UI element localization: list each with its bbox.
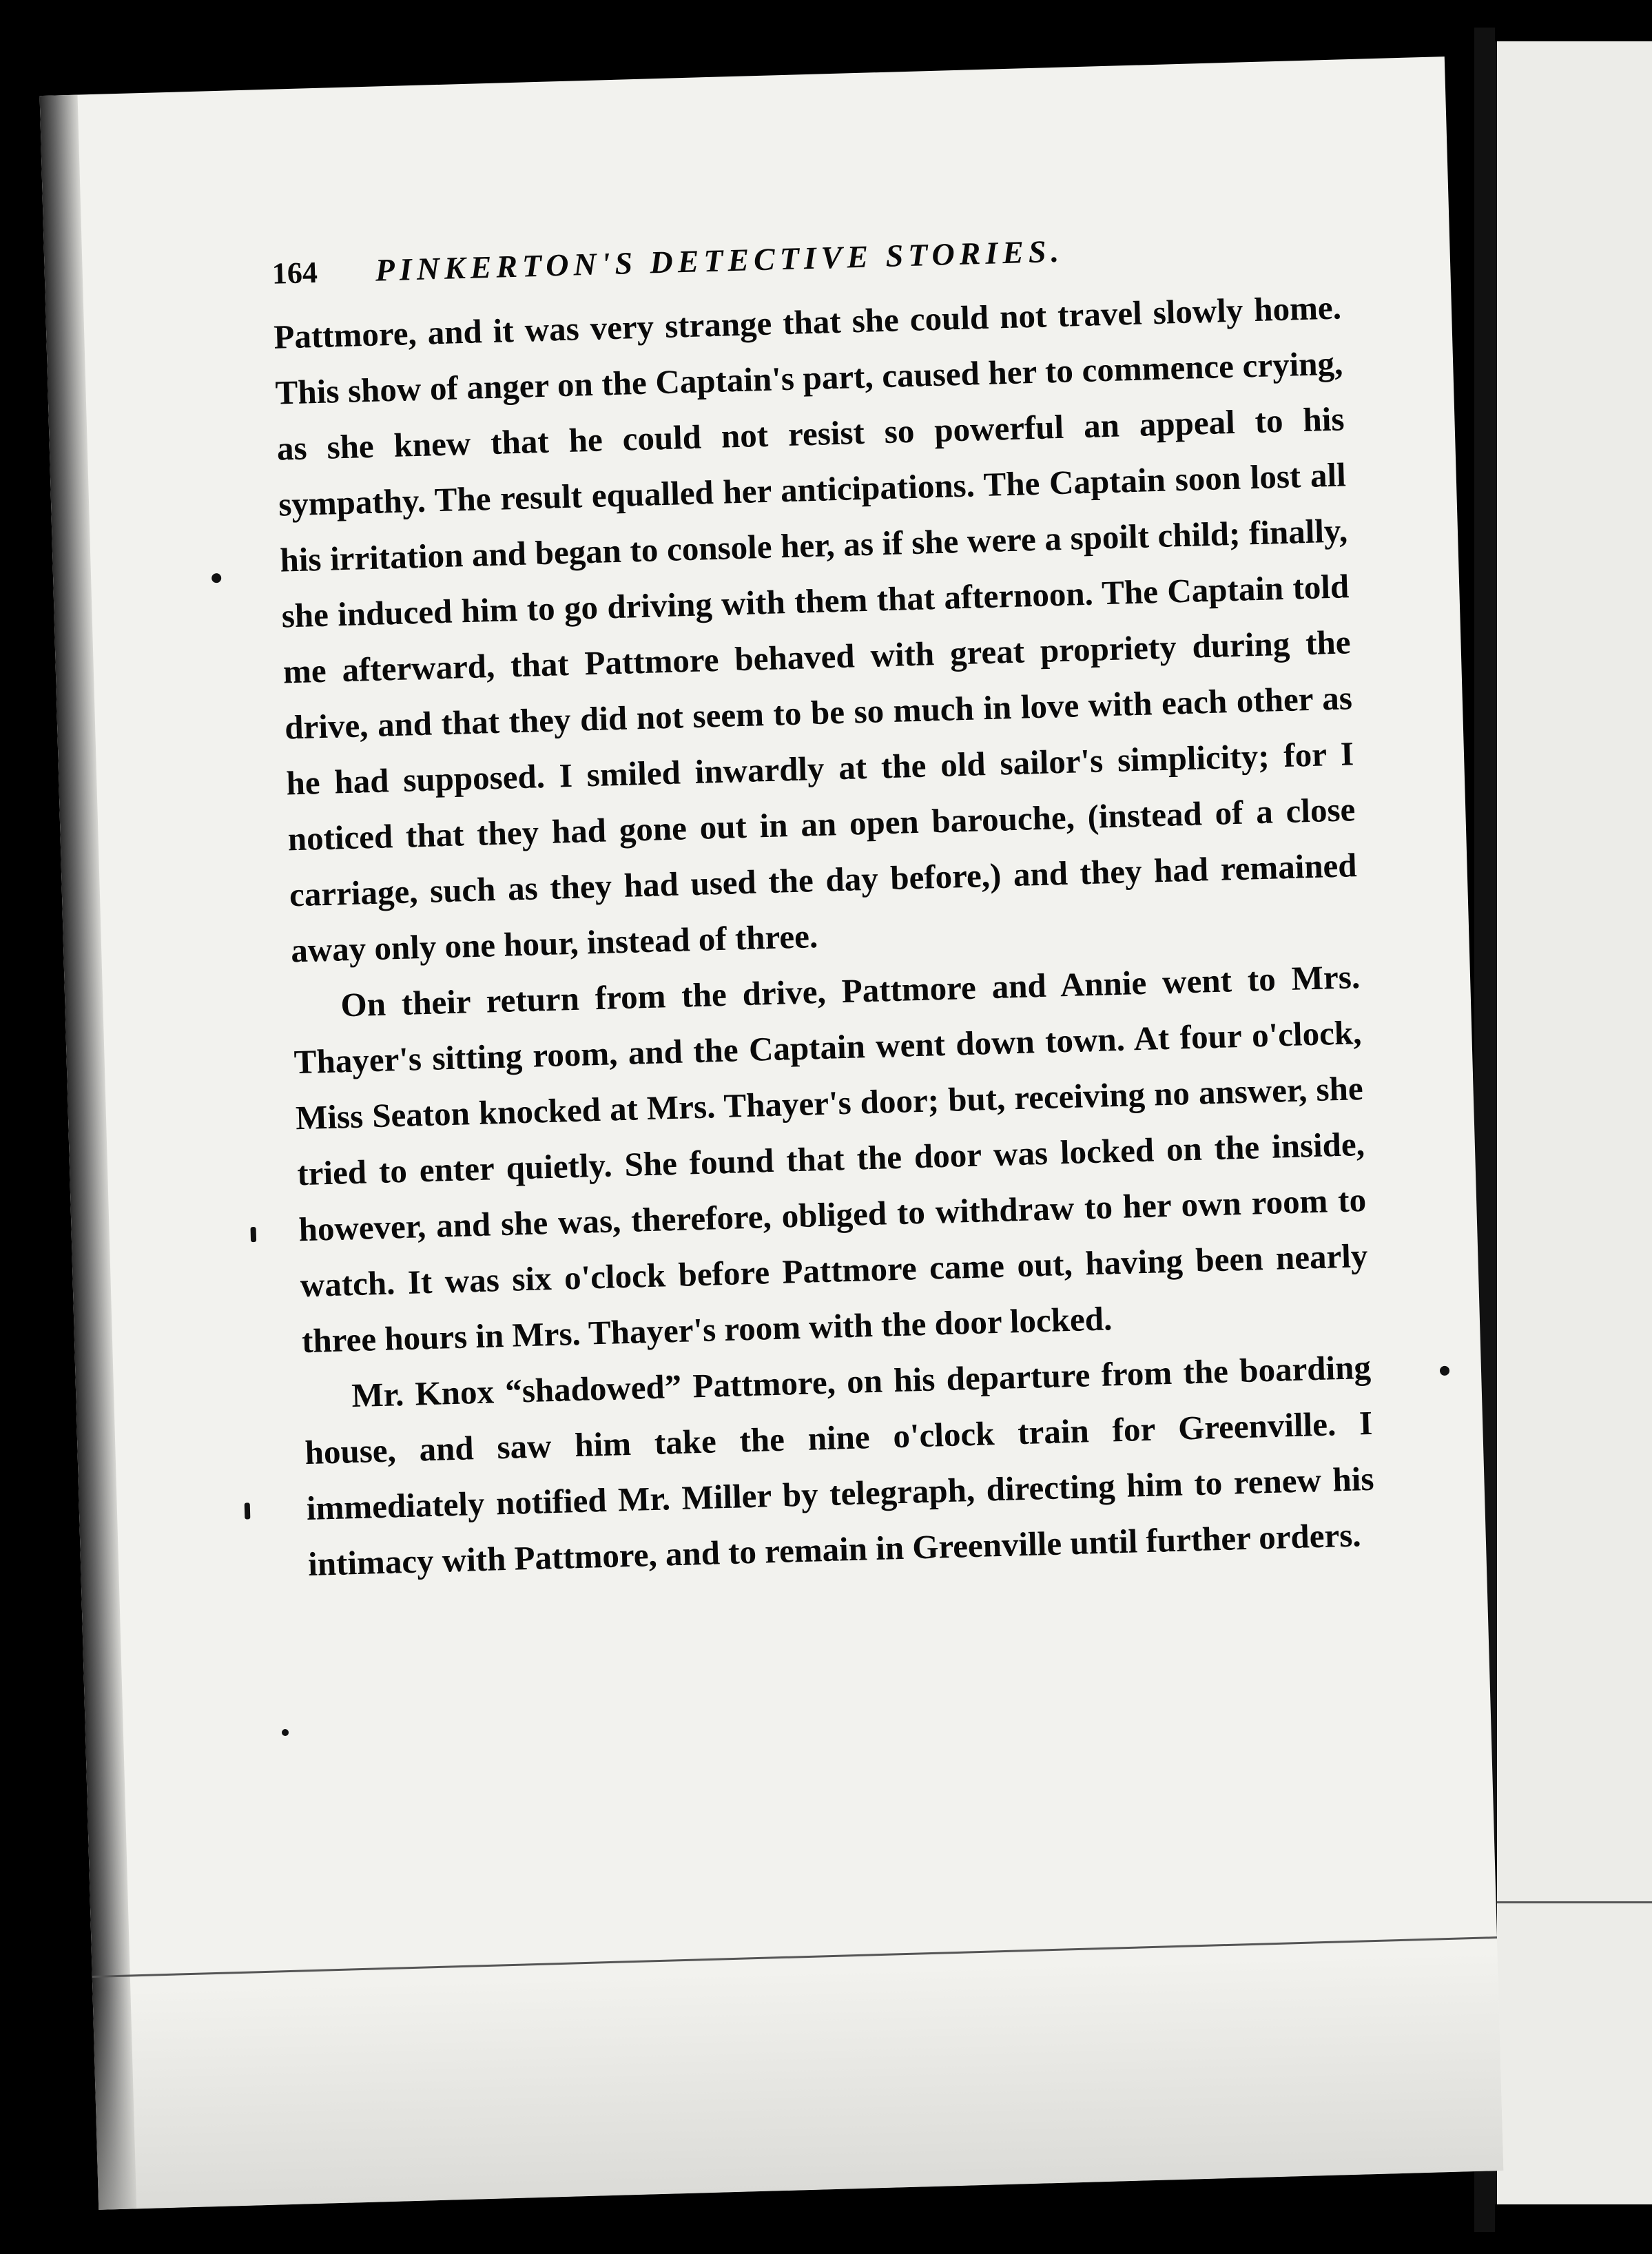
- page-number: 164: [271, 255, 318, 291]
- ink-speck: [211, 573, 221, 583]
- scan-artifact-line: [92, 1936, 1497, 1978]
- running-title: PINKERTON'S DETECTIVE STORIES.: [375, 233, 1064, 288]
- ink-speck: [245, 1502, 251, 1519]
- page-text-block: [271, 225, 1376, 1592]
- running-head: [271, 225, 1340, 291]
- book-page: [40, 56, 1504, 2210]
- paragraph-3: Mr. Knox “shadowed” Pattmore, on his departure from the boarding house, and saw him take the nine o'clock train for Greenville. I immediately notified Mr. Miller by telegraph, directing him to renew his intimacy with Pattmore, and to remain in Greenville until further orders.: [304, 1347, 1375, 1584]
- paragraph-1: Pattmore, and it was very strange that she could not travel slowly home. This show of anger on the Captain's part, caused her to commence crying, as she knew that he could not resist so powerful an appeal to his sympathy. The result equalled her anticipations. The Captain soon lost all his irritation and began to console her, as if she were a spoilt child; finally, she induced him to go driving with them that afternoon. The Captain told me afterward, that Pattmore behaved with great propriety during the drive, and that they did not seem to be so much in love with each other as he had supposed. I smiled inwardly at the old sailor's simplicity; for I noticed that they had gone out in an open barouche, (instead of a close carriage, such as they had used the day before,) and they had remained away only one hour, instead of three.: [273, 288, 1358, 970]
- ink-speck: [282, 1729, 289, 1736]
- facing-page-rule: [1497, 1901, 1652, 1903]
- facing-page-edge: [1491, 41, 1652, 2204]
- ink-speck: [1440, 1366, 1449, 1376]
- paragraph-2: On their return from the drive, Pattmore and Annie went to Mrs. Thayer's sitting room, and the Captain went down town. At four o'clock, Miss Seaton knocked at Mrs. Thayer's door; but, receiving no answer, she tried to enter quietly. She found that the door was locked on the inside, however, and she was, therefore, obliged to withdraw to her own room to watch. It was six o'clock before Pattmore came out, having been nearly three hours in Mrs. Thayer's room with the door locked.: [293, 958, 1369, 1361]
- ink-speck: [251, 1227, 257, 1242]
